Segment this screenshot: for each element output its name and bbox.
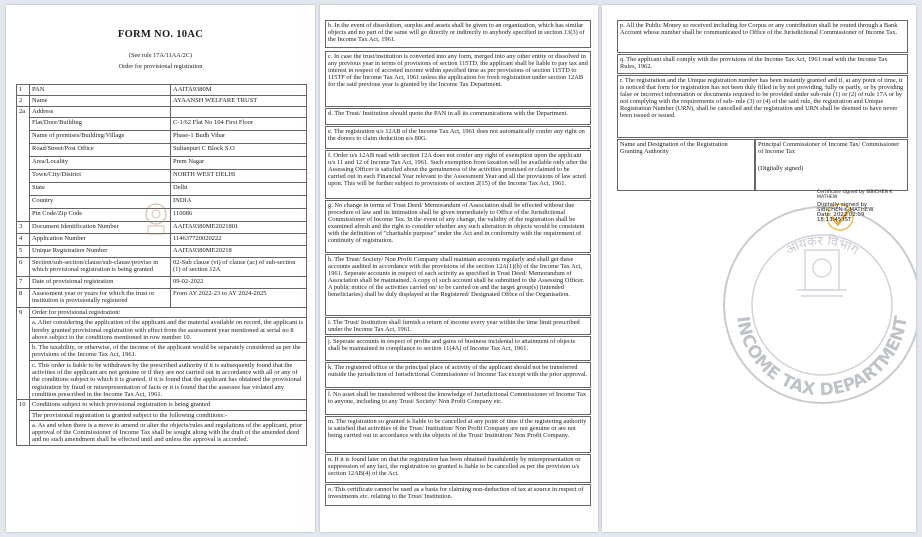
svg-text:INCOME TAX DEPARTMENT [732,314,912,400]
page-1 [6,5,315,532]
cert-line: SIBICHEN K MATHEW [817,206,874,213]
row-label: Date of provisional registration [30,277,171,289]
row-number: 5 [17,246,30,258]
row-value: From AY 2022-23 to AY 2024-2025 [171,289,307,308]
table-row [17,157,307,170]
condition-g: g. No change in terms of Trust Deed/ Memorandum of Association shall be effected without due procedure of law and its intimation shall be given immediately to Office of the Jurisdictional Commissioner of Income Tax. In the event of any change, the validity of the registration shall be examined afresh and the right to consider whether any such alteration in objects would be consistent with the definition of "charitable purpose" under the Act and in conformity with the requirement of continuity of registration. [325,200,591,253]
condition-c: c. In case the trust/institution is converted into any form, merged into any other entity or dissolved in any previous year in terms of provisions of section 115TD, the applicant shall be liable to pay tax and interest in respect of accreted income within specified time as per provisions of section 115TD to 115TF of the Income Tax Act, 1961 unless the application for fresh registration under section 12AB for the said previous year is granted by the Income Tax Department. [325,51,591,107]
registration-table [16,84,307,446]
row-value: 09-02-2022 [171,277,307,289]
row-number: 9 [17,308,30,400]
row-label: Address [30,107,171,118]
address-label: Name of premises/Building/Village [30,131,171,144]
address-label: Town/City/District [30,170,171,183]
form-subtitle: Order for provisional registration [118,63,203,70]
row-label: Document Identification Number [30,222,171,234]
table-row [17,318,307,343]
address-value: Delhi [171,183,307,196]
seal-text-upper: आयकर विभाग [783,233,861,259]
page-3 [602,5,916,532]
row-label: PAN [30,85,171,96]
condition-l: l. No asset shall be transferred without the knowledge of Jurisdictional Commissioner of Income Tax to anyone, including to any Trust/ Society/ Non Profit Company etc. [325,389,591,415]
table-row [17,410,307,420]
row-label: Name [30,96,171,107]
condition-o: o. This certificate cannot be used as a basis for claiming non-deduction of tax at source in respect of investments etc. relating to the Trust/ Institution. [325,484,591,506]
designation-text: Principal Commissioner of Income Tax/ Commissioner of Income Tax [758,141,900,156]
authority-designation [755,139,908,191]
order-para-a: a. After considering the application of the applicant and the material available on record, the applicant is hereby granted provisional registration with effect from the assessment year mentioned at serial no 8 above subject to the conditions mentioned in row number 10. [30,318,307,343]
row-label: Order for provisional registration: [30,308,307,318]
condition-h: h. The Trust/ Society/ Non Profit Company shall maintain accounts regularly and shall get these accounts audited in accordance with the provisions of the section 12A(1)(b) of the Income Tax Act, 1961. Seperate accounts in respect of each activity as specified in Trust Deed/ Memorandum of Association shall be maintained. A copy of such account shall be submitted to the Assessing Officer. A public notice of the activities carried on/ to be carried on and the target group(s) (intended beneficiaries) shall be duly displayed at the Registered/ Designated Office of the Organisation. [325,254,591,316]
address-label: Road/Street/Post Office [30,144,171,157]
address-label: Flat/Door/Building [30,118,171,131]
row-label: Assessment year or years for which the trust or institution is provisionally registered [30,289,171,308]
condition-f: f. Order u/s 12AB read with section 12A does not confer any right of exemption upon the applicant u/s 11 and 12 of Income Tax Act, 1961. Such exemption from taxation will be available only after the Assessing Officer is satisfied about the genuineness of the activities promised or claimed to be carried out in each Financial Year relevant to the Assessment Year and all the provisions of law acted upon. This will be further subject to provisions of section 2(15) of the Income Tax Act, 1961. [325,150,591,199]
address-value: 110086 [171,209,307,222]
table-row [17,308,307,318]
row-number: 10 [17,400,30,445]
row-label: Unique Registration Number [30,246,171,258]
emblem-watermark [141,200,171,240]
row-number: 4 [17,234,30,246]
address-label: Area/Locality [30,157,171,170]
digital-signature-note: (Digitally signed) [758,165,804,173]
cert-line: 18:13:45 IST [817,217,852,224]
income-tax-department-seal [717,190,916,420]
address-value: NORTH WEST DELHI [171,170,307,183]
table-row [17,400,307,410]
cert-line: Date: 2022.02.09 [817,212,865,219]
row-number: 1 [17,85,30,96]
table-row [17,144,307,157]
condition-n: n. If it is found later on that the registration has been obtained fraudulently by misrepresentation or suppression of any fact, the registration so granted is liable to be cancelled as per the provision u/s section 12AB(4) of the Act. [325,454,591,483]
condition-i: i. The Trust/ Institution shall furnish a return of income every year within the time limit prescribed under the Income Tax Act, 1961. [325,317,591,335]
condition-r: r. The registration and the Unique registration number has been instantly granted and if, at any point of time, it is noticed that form for registration has not been duly filled in by not providing, fully or partly, or by providing false or incorrect information or documents required to be provided under sub-rule (1) or (2) of rule 17A or by not complying with the requirements of sub- rule (3) or (4) of the said rule, the registration and Unique Registration Number (URN), shall be cancelled and the registration and URN shall be deemed to have never been issued or issued. [617,75,908,138]
condition-b: b. In the event of dissolution, surplus and assets shall be given to an organization, which has similar objects and no part of the same will go directly or indirectly to anybody specified in section 13(3) of the Income Tax Act, 1961. [325,20,591,48]
row-number: 3 [17,222,30,234]
condition-d: d. The Trust/ Institution should quote the PAN in all its communications with the Department. [325,108,591,125]
row-value: 114637720020222 [171,234,307,246]
address-label: State [30,183,171,196]
table-row [17,107,307,118]
condition-p: p. All the Public Money so received including for Corpus or any contribution shall be routed through a Bank Account whose number shall be communicated to Office of the Jurisdictional Commissioner of Income Tax. [617,20,908,53]
row-number: 2a [17,107,30,222]
table-row [17,118,307,131]
table-row [17,183,307,196]
row-value: AYAANSH WELFARE TRUST [171,96,307,107]
condition-a: a. As and when there is a move to amend or alter the objects/rules and regulations of the applicant, prior approval of the Commissioner of Income Tax shall be sought along with the draft of the amended deed and no such amendment shall be effected until and unless the approval is accorded. [30,420,307,445]
row-number: 2 [17,96,30,107]
table-row [17,258,307,277]
address-value: Phase-1 Budh Vihar [171,131,307,144]
page-2 [320,5,598,532]
condition-j: j. Seperate accounts in respect of profits and gains of business incidental to attainment of objects shall be maintained in compliance to section 11(4A) of Income Tax Act, 1961. [325,336,591,361]
row-value: AAITA9380ME2021801 [171,222,307,234]
row-number: 7 [17,277,30,289]
order-para-c: c. This order is liable to be withdrawn by the prescribed authority if it is subsequently found that the activities of the applicant are not genuine or if they are not carried out in accordance with all or any of the conditions subject to which it is granted, if it is found that the applicant has obtained the provisional registration by fraud or misrepresentation of facts or it is found that the assessee has violated any condition prescribed in the Income Tax Act, 1961. [30,360,307,399]
address-value: Sultanpuri C Block S.O [171,144,307,157]
table-row [17,277,307,289]
condition-k: k. The registered office or the principal place of activity of the applicant should not be transferred outside the jurisdiction of Jurisdictional Commissioner of Income Tax except with the prior approval. [325,362,591,388]
order-para-b: b. The taxability, or otherwise, of the income of the applicant would be separately considered as per the provisions of the Income Tax Act, 1961. [30,343,307,361]
cert-line: Digitally signed by [817,201,868,208]
svg-text:आयकर विभाग [783,233,861,259]
row-value: 02-Sub clause (vi) of clause (ac) of sub-section (1) of section 12A [171,258,307,277]
table-row [17,289,307,308]
cert-line: Certificate signed by SIBICHEN K MATHEW [817,190,893,201]
table-row [17,343,307,361]
address-value: Prem Nagar [171,157,307,170]
address-label: Pin Code/Zip Code [30,209,171,222]
conditions-intro: The provisional registration is granted subject to the following conditions:- [30,410,307,420]
authority-label: Name and Designation of the Registration Granting Authority [617,139,755,191]
table-row [17,131,307,144]
form-rule: (See rule 17A/11AA/2C) [128,52,193,59]
table-row [17,246,307,258]
table-row [17,96,307,107]
row-number: 8 [17,289,30,308]
condition-q: q. The applicant shall comply with the provisions of the Income Tax Act, 1961 read with the Income Tax Rules, 1962. [617,54,908,74]
form-title: FORM NO. 10AC [117,29,204,40]
row-value: AAITA9380M [171,85,307,96]
address-value: INDIA [171,196,307,209]
table-row [17,420,307,445]
address-label: Country [30,196,171,209]
row-number: 6 [17,258,30,277]
condition-e: e. The registration u/s 12AB of the Income Tax Act, 1961 does not automatically confer any right on the donors to claim deduction u/s 80G. [325,126,591,149]
row-label: Application Number [30,234,171,246]
table-row [17,170,307,183]
seal-text-lower: INCOME TAX DEPARTMENT [732,314,912,401]
row-label: Section/sub-section/clause/sub-clause/proviso in which provisional registration is being granted [30,258,171,277]
row-value: AAITA9380ME20218 [171,246,307,258]
table-row [17,85,307,96]
address-value: C-1/62 Flat No 104 First Floor [171,118,307,131]
table-row [17,360,307,399]
condition-m: m. The registration so granted is liable to be cancelled at any point of time if the registering authority is satisfied that activities of the Trust/ Institution/ Non Profit Company are not genuine or are not being carried out in accordance with the objects of the Trust/ Institution/ Non Profit Company. [325,416,591,453]
row-label: Conditions subject to which provisional registration is being granted [30,400,307,410]
